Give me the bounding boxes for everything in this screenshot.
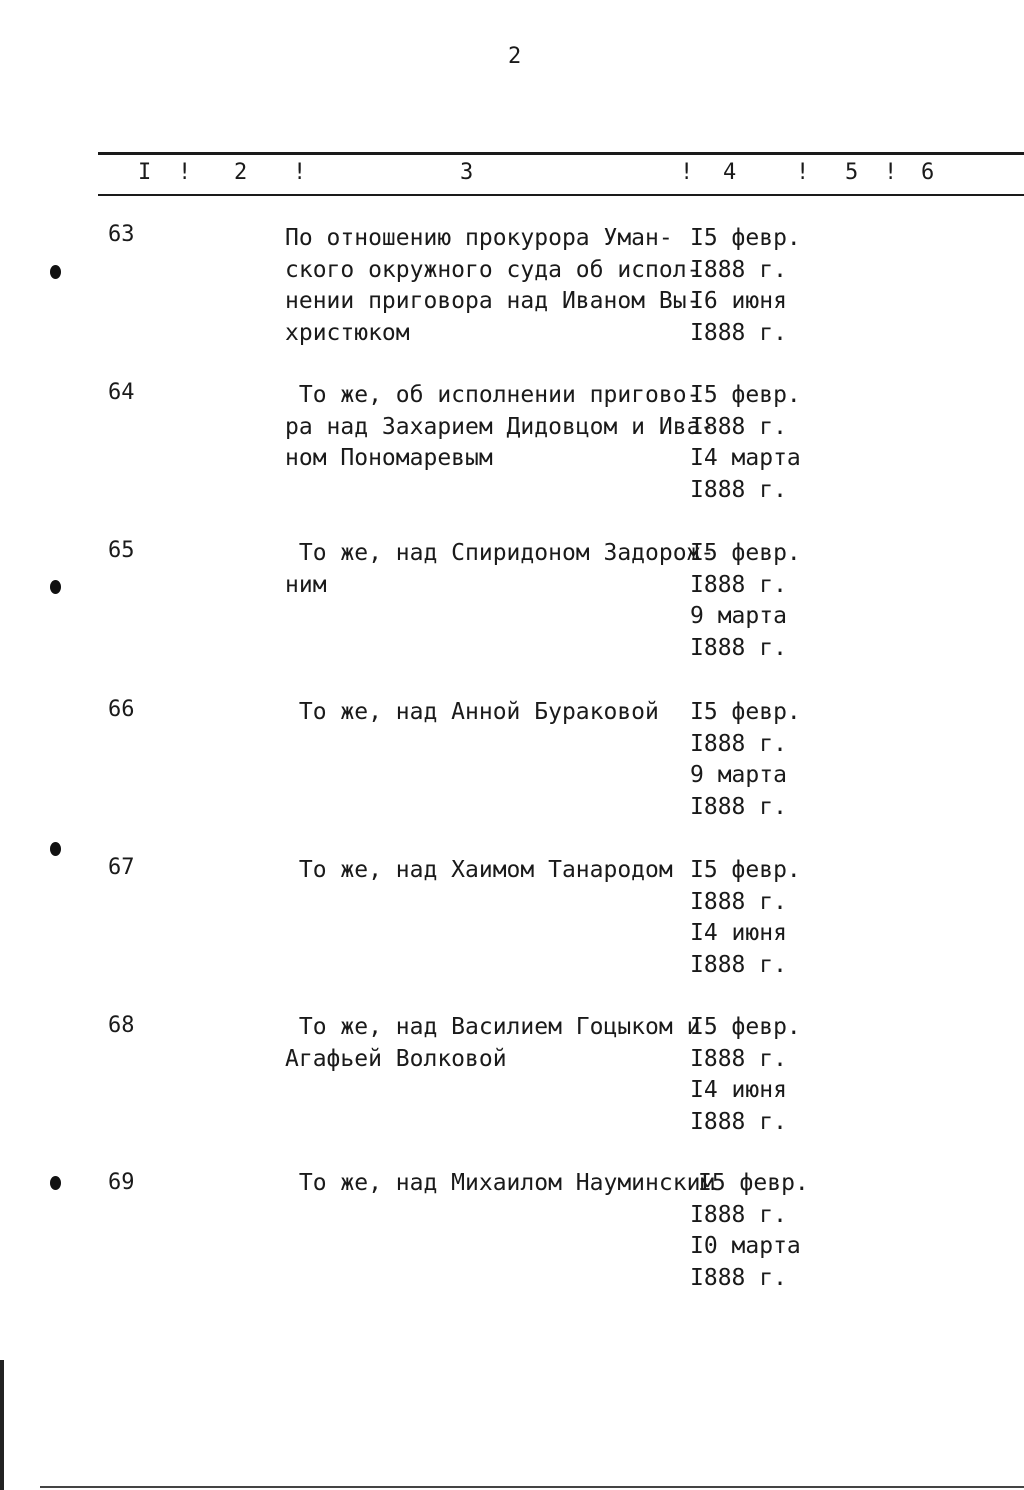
col-header-sep-5: !	[884, 160, 898, 185]
description-line: ном Пономаревым	[285, 445, 493, 471]
date-line: I888 г.	[690, 1201, 787, 1228]
row-number: 69	[108, 1170, 135, 1195]
header-rule-top	[98, 152, 1024, 155]
row-description	[285, 380, 715, 475]
col-header-6: 6	[921, 160, 935, 185]
date-line: 9 марта	[690, 762, 787, 788]
row-dates	[690, 380, 850, 506]
description-line: По отношению прокурора Уман-	[285, 225, 673, 251]
row-dates	[690, 538, 850, 664]
col-header-sep-2: !	[293, 160, 307, 185]
scan-edge-shadow	[0, 1360, 4, 1490]
punch-hole-mark	[50, 580, 61, 594]
date-line: I888 г.	[690, 1108, 787, 1135]
punch-hole-mark	[50, 265, 61, 279]
date-line: I888 г.	[690, 730, 787, 757]
date-line: 9 марта	[690, 603, 787, 629]
row-dates	[690, 855, 850, 981]
description-line: ра над Захарием Дидовцом и Ива-	[285, 413, 715, 440]
date-line: I6 июня	[690, 288, 787, 314]
date-line: I4 июня	[690, 1077, 787, 1103]
date-line: I4 июня	[690, 920, 787, 946]
row-description	[285, 538, 715, 601]
bottom-rule	[40, 1486, 1024, 1488]
punch-hole-mark	[50, 1176, 61, 1190]
date-line: I4 марта	[690, 445, 801, 471]
description-line: То же, над Михаилом Науминским	[285, 1170, 715, 1196]
date-line: I888 г.	[690, 476, 787, 503]
row-number: 65	[108, 538, 135, 563]
date-line: I888 г.	[690, 951, 787, 978]
row-description	[285, 1012, 701, 1075]
description-line: ним	[285, 571, 327, 598]
row-number: 66	[108, 697, 135, 722]
date-line: I888 г.	[690, 1264, 787, 1291]
row-dates	[690, 697, 850, 823]
date-line: I888 г.	[690, 1045, 787, 1072]
description-line: ского окружного суда об испол-	[285, 256, 701, 283]
header-rule-bottom	[98, 194, 1024, 196]
row-description	[285, 697, 695, 729]
row-number: 64	[108, 380, 135, 405]
page-number: 2	[508, 44, 522, 69]
row-description	[285, 223, 701, 349]
description-line: То же, об исполнении пригово-	[285, 382, 701, 408]
date-line: I5 февр.	[690, 382, 801, 408]
col-header-sep-3: !	[680, 160, 694, 185]
row-description	[285, 855, 695, 887]
date-line: I888 г.	[690, 571, 787, 598]
row-description	[285, 1168, 715, 1200]
col-header-5: 5	[845, 160, 859, 185]
date-line: I888 г.	[690, 793, 787, 820]
description-line: То же, над Спиридоном Задорож-	[285, 540, 715, 566]
col-header-1: I	[138, 160, 152, 185]
date-line: I888 г.	[690, 319, 787, 346]
row-number: 68	[108, 1013, 135, 1038]
col-header-sep-4: !	[796, 160, 810, 185]
date-line: I0 марта	[690, 1233, 801, 1259]
row-dates	[690, 1168, 858, 1294]
col-header-4: 4	[723, 160, 737, 185]
date-line: I5 февр.	[698, 1170, 809, 1196]
date-line: I888 г.	[690, 634, 787, 661]
col-header-3: 3	[460, 160, 474, 185]
description-line: нении приговора над Иваном Вы-	[285, 288, 701, 314]
punch-hole-mark	[50, 842, 61, 856]
date-line: I888 г.	[690, 888, 787, 915]
row-dates	[690, 223, 850, 349]
row-number: 63	[108, 222, 135, 247]
description-line: христюком	[285, 319, 410, 346]
date-line: I5 февр.	[690, 225, 801, 251]
description-line: То же, над Василием Гоцыком и	[285, 1014, 701, 1040]
date-line: I5 февр.	[690, 1014, 801, 1040]
date-line: I888 г.	[690, 256, 787, 283]
col-header-sep-1: !	[178, 160, 192, 185]
date-line: I5 февр.	[690, 699, 801, 725]
row-dates	[690, 1012, 850, 1138]
row-number: 67	[108, 855, 135, 880]
description-line: Агафьей Волковой	[285, 1045, 507, 1072]
date-line: I5 февр.	[690, 857, 801, 883]
date-line: I5 февр.	[690, 540, 801, 566]
col-header-2: 2	[234, 160, 248, 185]
description-line: То же, над Анной Бураковой	[285, 699, 659, 725]
date-line: I888 г.	[690, 413, 787, 440]
description-line: То же, над Хаимом Танародом	[285, 857, 673, 883]
